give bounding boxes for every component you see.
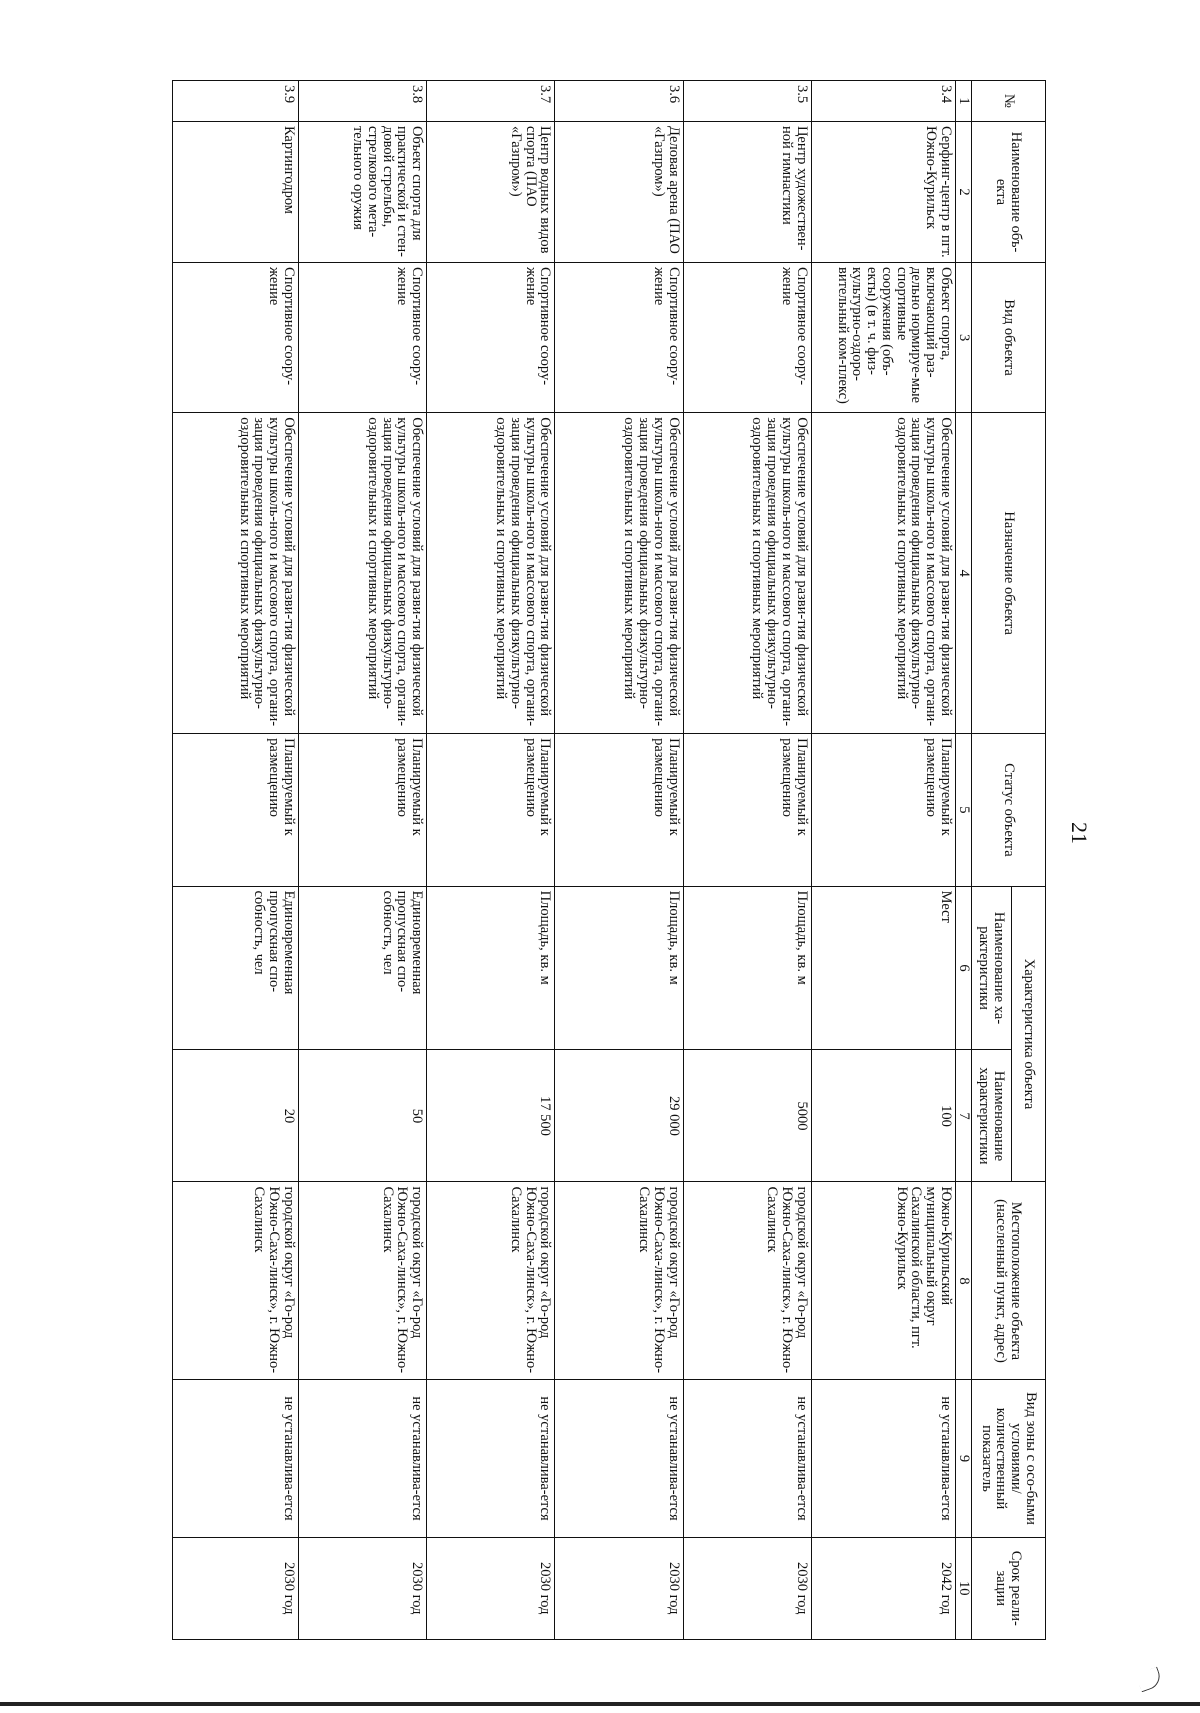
cell-no: 3.9 [173, 81, 299, 122]
cell-char-value: 20 [173, 1050, 299, 1182]
cell-kind: Спортивное соору-жение [427, 263, 555, 413]
table-row [427, 81, 555, 1640]
table-row [298, 81, 426, 1640]
cell-term: 2030 год [555, 1537, 683, 1639]
table-header [956, 81, 1046, 1640]
header-no: № [972, 81, 1046, 122]
column-number: 4 [956, 413, 972, 734]
cell-location: городской округ «Го-род Южно-Саха-линск», г. Южно-Сахалинск [555, 1182, 683, 1380]
cell-term: 2030 год [427, 1537, 555, 1639]
cell-kind: Спортивное соору-жение [683, 263, 811, 413]
cell-char-value: 100 [811, 1050, 955, 1182]
cell-term: 2030 год [173, 1537, 299, 1639]
cell-zone: не устанавлива-ется [555, 1380, 683, 1537]
column-number: 9 [956, 1380, 972, 1537]
header-name: Наименование объ-екта [972, 121, 1046, 262]
cell-zone: не устанавлива-ется [427, 1380, 555, 1537]
header-location: Местоположение объекта (населенный пункт, адрес) [972, 1182, 1046, 1380]
table-body [173, 81, 956, 1640]
objects-table [172, 80, 1046, 1640]
cell-no: 3.8 [298, 81, 426, 122]
cell-status: Планируемый к размещению [683, 734, 811, 886]
cell-name: Серфинг-центр в пгт. Южно-Курильск [811, 121, 955, 262]
cell-purpose: Обеспечение условий для разви-тия физической культуры школь-ного и массового спорта, органи-зация проведения официальных физкультурно-оздоровительных и спортивных мероприятий [427, 413, 555, 734]
column-number: 1 [956, 81, 972, 122]
cell-term: 2042 год [811, 1537, 955, 1639]
cell-zone: не устанавлива-ется [173, 1380, 299, 1537]
cell-char-name: Площадь, кв. м [555, 886, 683, 1050]
cell-zone: не устанавлива-ется [683, 1380, 811, 1537]
cell-name: Центр водных видов спорта (ПАО «Газпром») [427, 121, 555, 262]
header-status: Статус объекта [972, 734, 1046, 886]
cell-char-value: 50 [298, 1050, 426, 1182]
cell-kind: Объект спорта, включающий раз-дельно нормируе-мые спортивные сооружения (объ-екты) (в т. ч. физ-культурно-оздоро-вительный ком-плекс) [811, 263, 955, 413]
cell-char-value: 17 500 [427, 1050, 555, 1182]
cell-purpose: Обеспечение условий для разви-тия физической культуры школь-ного и массового спорта, органи-зация проведения официальных физкультурно-оздоровительных и спортивных мероприятий [683, 413, 811, 734]
cell-status: Планируемый к размещению [555, 734, 683, 886]
column-number: 7 [956, 1050, 972, 1182]
header-char-name: Наименование ха-рактеристики [972, 886, 1012, 1050]
cell-location: городской округ «Го-род Южно-Саха-линск», г. Южно-Сахалинск [683, 1182, 811, 1380]
cell-name: Центр художествен-ной гимнастики [683, 121, 811, 262]
rotated-table-container [172, 80, 1046, 1640]
column-number: 5 [956, 734, 972, 886]
cell-name: Картингодром [173, 121, 299, 262]
column-number-row [956, 81, 972, 1640]
cell-no: 3.5 [683, 81, 811, 122]
cell-name: Объект спорта для практической и стен-довой стрельбы, стрелкового мета-тельного оружия [298, 121, 426, 262]
cell-kind: Спортивное соору-жение [298, 263, 426, 413]
cell-kind: Спортивное соору-жение [555, 263, 683, 413]
header-characteristic: Характеристика объекта [1012, 886, 1046, 1182]
cell-char-name: Площадь, кв. м [427, 886, 555, 1050]
cell-char-value: 5000 [683, 1050, 811, 1182]
cell-purpose: Обеспечение условий для разви-тия физической культуры школь-ного и массового спорта, органи-зация проведения официальных физкультурно-оздоровительных и спортивных мероприятий [298, 413, 426, 734]
cell-location: городской округ «Го-род Южно-Саха-линск», г. Южно-Сахалинск [173, 1182, 299, 1380]
cell-status: Планируемый к размещению [811, 734, 955, 886]
cell-zone: не устанавлива-ется [298, 1380, 426, 1537]
scan-bottom-edge [0, 1702, 1200, 1706]
cell-status: Планируемый к размещению [298, 734, 426, 886]
column-number: 8 [956, 1182, 972, 1380]
cell-no: 3.4 [811, 81, 955, 122]
header-kind: Вид объекта [972, 263, 1046, 413]
cell-char-name: Мест [811, 886, 955, 1050]
cell-purpose: Обеспечение условий для разви-тия физической культуры школь-ного и массового спорта, органи-зация проведения официальных физкультурно-оздоровительных и спортивных мероприятий [555, 413, 683, 734]
column-number: 2 [956, 121, 972, 262]
header-term: Срок реали-зации [972, 1537, 1046, 1639]
table-row [811, 81, 955, 1640]
cell-no: 3.6 [555, 81, 683, 122]
cell-char-name: Площадь, кв. м [683, 886, 811, 1050]
cell-char-name: Единовременная пропускная спо-собность, чел [298, 886, 426, 1050]
cell-status: Планируемый к размещению [427, 734, 555, 886]
column-number: 10 [956, 1537, 972, 1639]
cell-location: городской округ «Го-род Южно-Саха-линск», г. Южно-Сахалинск [427, 1182, 555, 1380]
cell-term: 2030 год [683, 1537, 811, 1639]
cell-location: городской округ «Го-род Южно-Саха-линск», г. Южно-Сахалинск [298, 1182, 426, 1380]
cell-status: Планируемый к размещению [173, 734, 299, 886]
cell-char-name: Единовременная пропускная спо-собность, чел [173, 886, 299, 1050]
header-purpose: Назначение объекта [972, 413, 1046, 734]
pen-mark [1135, 1667, 1163, 1693]
cell-kind: Спортивное соору-жение [173, 263, 299, 413]
column-number: 3 [956, 263, 972, 413]
table-row [173, 81, 299, 1640]
header-zone: Вид зоны с осо-быми условиями/ количественный показатель [972, 1380, 1046, 1537]
cell-location: Южно-Курильский муниципальный округ Сахалинской области, пгт. Южно-Курильск [811, 1182, 955, 1380]
header-char-value: Наименование характеристики [972, 1050, 1012, 1182]
table-row [683, 81, 811, 1640]
cell-purpose: Обеспечение условий для разви-тия физической культуры школь-ного и массового спорта, органи-зация проведения официальных физкультурно-оздоровительных и спортивных мероприятий [173, 413, 299, 734]
cell-purpose: Обеспечение условий для разви-тия физической культуры школь-ного и массового спорта, органи-зация проведения официальных физкультурно-оздоровительных и спортивных мероприятий [811, 413, 955, 734]
page-number: 21 [1067, 822, 1092, 844]
cell-name: Деловая арена (ПАО «Газпром») [555, 121, 683, 262]
table-row [555, 81, 683, 1640]
cell-term: 2030 год [298, 1537, 426, 1639]
column-number: 6 [956, 886, 972, 1050]
cell-zone: не устанавлива-ется [811, 1380, 955, 1537]
cell-no: 3.7 [427, 81, 555, 122]
cell-char-value: 29 000 [555, 1050, 683, 1182]
